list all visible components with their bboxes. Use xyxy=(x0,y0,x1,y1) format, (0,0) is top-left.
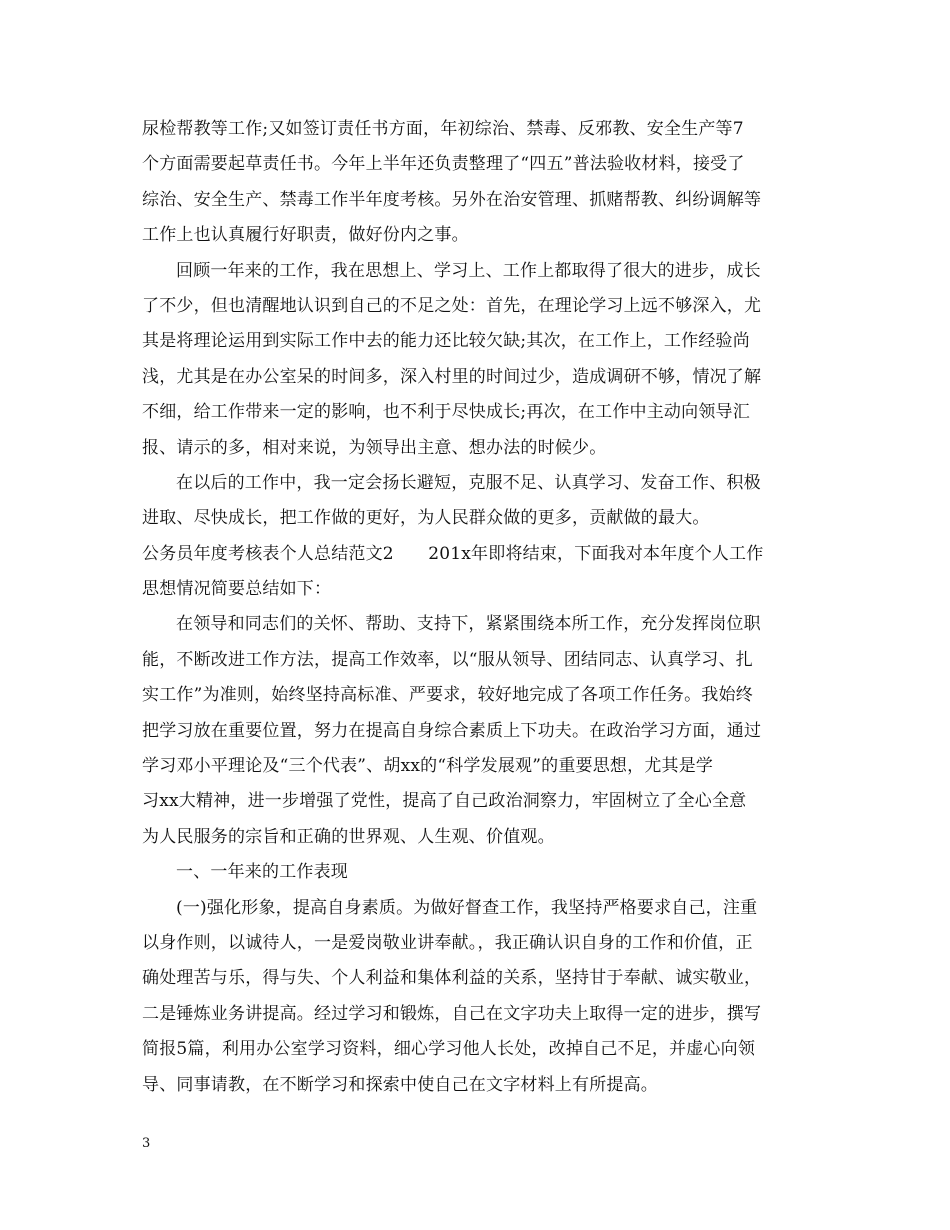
section-title-line: 公务员年度考核表个人总结范文2 201x年即将结束，下面我对本年度个人工作 xyxy=(142,543,764,564)
text-line: 确处理苦与乐，得与失、个人利益和集体利益的关系，坚持甘于奉献、诚实敬业， xyxy=(142,968,762,989)
text-line: 为人民服务的宗旨和正确的世界观、人生观、价值观。 xyxy=(142,826,555,847)
text-line: 浅，尤其是在办公室呆的时间多，深入村里的时间过少，造成调研不够，情况了解 xyxy=(142,366,762,387)
text-line: 综治、安全生产、禁毒工作半年度考核。另外在治安管理、抓赌帮教、纠纷调解等 xyxy=(142,189,762,210)
text-line: 以身作则，以诚待人，一是爱岗敬业讲奉献。，我正确认识自身的工作和价值，正 xyxy=(142,932,753,953)
text-line: 尿检帮教等工作;又如签订责任书方面，年初综治、禁毒、反邪教、安全生产等7 xyxy=(142,119,744,139)
text-line: 学习邓小平理论及“三个代表”、胡xx的“科学发展观”的重要思想，尤其是学 xyxy=(142,756,714,777)
text-line: 能，不断改进工作方法，提高工作效率，以“服从领导、团结同志、认真学习、扎 xyxy=(142,649,753,670)
text-line: 报、请示的多，相对来说，为领导出主意、想办法的时候少。 xyxy=(142,437,607,458)
document-body xyxy=(142,112,822,1103)
text-line: 进取、尽快成长，把工作做的更好，为人民群众做的更多，贡献做的最大。 xyxy=(142,508,710,529)
page-number: 3 xyxy=(142,1136,151,1151)
paragraph-first-line: 在领导和同志们的关怀、帮助、支持下，紧紧围绕本所工作，充分发挥岗位职 xyxy=(176,614,761,635)
text-line: 其是将理论运用到实际工作中去的能力还比较欠缺;其次，在工作上，工作经验尚 xyxy=(142,331,750,352)
text-line: 二是锤炼业务讲提高。经过学习和锻炼，自己在文字功夫上取得一定的进步，撰写 xyxy=(142,1003,762,1024)
text-line: 不细，给工作带来一定的影响，也不利于尽快成长;再次，在工作中主动向领导汇 xyxy=(142,402,750,423)
text-line: 个方面需要起草责任书。今年上半年还负责整理了“四五”普法验收材料，接受了 xyxy=(142,154,745,175)
text-line: 实工作”为准则，始终坚持高标准、严要求，较好地完成了各项工作任务。我始终 xyxy=(142,685,753,706)
text-line: 思想情况简要总结如下： xyxy=(142,579,332,600)
section-heading: 一、一年来的工作表现 xyxy=(176,862,348,883)
text-line: 把学习放在重要位置，努力在提高自身综合素质上下功夫。在政治学习方面，通过 xyxy=(142,720,762,741)
paragraph-first-line: 回顾一年来的工作，我在思想上、学习上、工作上都取得了很大的进步，成长 xyxy=(176,260,761,281)
paragraph-first-line: (一)强化形象，提高自身素质。为做好督查工作，我坚持严格要求自己，注重 xyxy=(176,897,758,918)
text-line: 了不少，但也清醒地认识到自己的不足之处：首先，在理论学习上远不够深入，尤 xyxy=(142,295,762,316)
text-line: 习xx大精神，进一步增强了党性，提高了自己政治洞察力，牢固树立了全心全意 xyxy=(142,791,747,812)
text-line: 简报5篇，利用办公室学习资料，细心学习他人长处，改掉自己不足，并虚心向领 xyxy=(142,1039,756,1060)
text-line: 导、同事请教，在不断学习和探索中使自己在文字材料上有所提高。 xyxy=(142,1074,658,1095)
paragraph-first-line: 在以后的工作中，我一定会扬长避短，克服不足、认真学习、发奋工作、积极 xyxy=(176,472,761,493)
text-line: 工作上也认真履行好职责，做好份内之事。 xyxy=(142,225,469,246)
